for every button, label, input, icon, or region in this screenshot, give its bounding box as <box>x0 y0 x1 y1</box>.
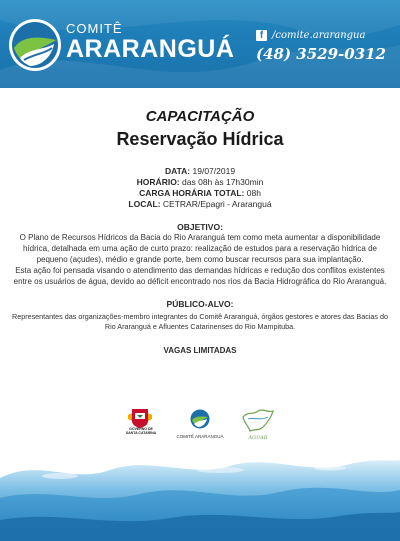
date-label: DATA: <box>164 166 191 176</box>
objective-paragraph-2: Esta ação foi pensada visando o atendimento das demandas hídricas e redução dos conflitos existentes entre os usuários de água, devido ao déficit encontrado nos rios da Bacia Hidrográfica do Rio Araranguá. <box>13 266 387 286</box>
audience-text: Representantes das organizações-membro integrantes do Comitê Araranguá, órgãos gestores e atores das Bacias do Rio Araranguá e Afluentes Catarinenses do Rio Mampituba. <box>12 312 388 331</box>
water-splash-image <box>0 448 400 541</box>
time-label: HORÁRIO: <box>136 177 180 187</box>
event-details <box>0 166 400 210</box>
workload-label: CARGA HORÁRIA TOTAL: <box>139 188 245 198</box>
workload-line <box>0 188 400 199</box>
time-value: das 08h às 17h30min <box>182 177 264 187</box>
partner-logos <box>0 405 400 445</box>
event-category: CAPACITAÇÃO <box>145 108 255 125</box>
main-content <box>0 88 400 355</box>
comite-label: COMITÊ ARARANGUÁ <box>176 434 224 439</box>
objective-title: OBJETIVO: <box>177 222 223 232</box>
comite-small-logo-icon <box>190 409 210 429</box>
gov-label: GOVERNO DE SANTA CATARINA <box>125 427 157 435</box>
brand-name <box>66 22 234 62</box>
date-line <box>0 166 400 177</box>
aguar-map-icon <box>240 405 276 439</box>
phone-number: (48) 3529-0312 <box>255 45 386 63</box>
time-line <box>0 177 400 188</box>
comite-logo-icon <box>8 18 62 72</box>
aguar-label: ÁGUAR <box>248 435 268 441</box>
facebook-icon: f <box>256 30 267 41</box>
santa-catarina-coat-of-arms-icon <box>126 407 154 441</box>
brand-big-text: ARARANGUÁ <box>66 35 235 63</box>
location-line <box>0 199 400 210</box>
brand-small-text: COMITÊ <box>66 21 123 36</box>
facebook-handle: /comite.ararangua <box>271 30 366 41</box>
limited-spots-notice: VAGAS LIMITADAS <box>163 346 237 355</box>
objective-paragraph-1: O Plano de Recursos Hídricos da Bacia do Rio Araranguá tem como meta aumentar a disponibilidade hídrica, detalhada em uma ação de curto prazo: realização de estudos para a reservação hídrica de pequeno (açudes), médio e grande porte, bem como buscar recursos para sua implantação. <box>19 233 381 264</box>
header-banner <box>0 0 400 88</box>
event-title: Reservação Hídrica <box>116 129 284 149</box>
workload-value: 08h <box>246 188 261 198</box>
audience-title: PÚBLICO-ALVO: <box>166 299 234 309</box>
contact-info <box>256 30 386 63</box>
location-value: CETRAR/Epagri - Araranguá <box>162 199 272 209</box>
date-value: 19/07/2019 <box>192 166 236 176</box>
location-label: LOCAL: <box>128 199 161 209</box>
facebook-link[interactable] <box>256 30 386 41</box>
